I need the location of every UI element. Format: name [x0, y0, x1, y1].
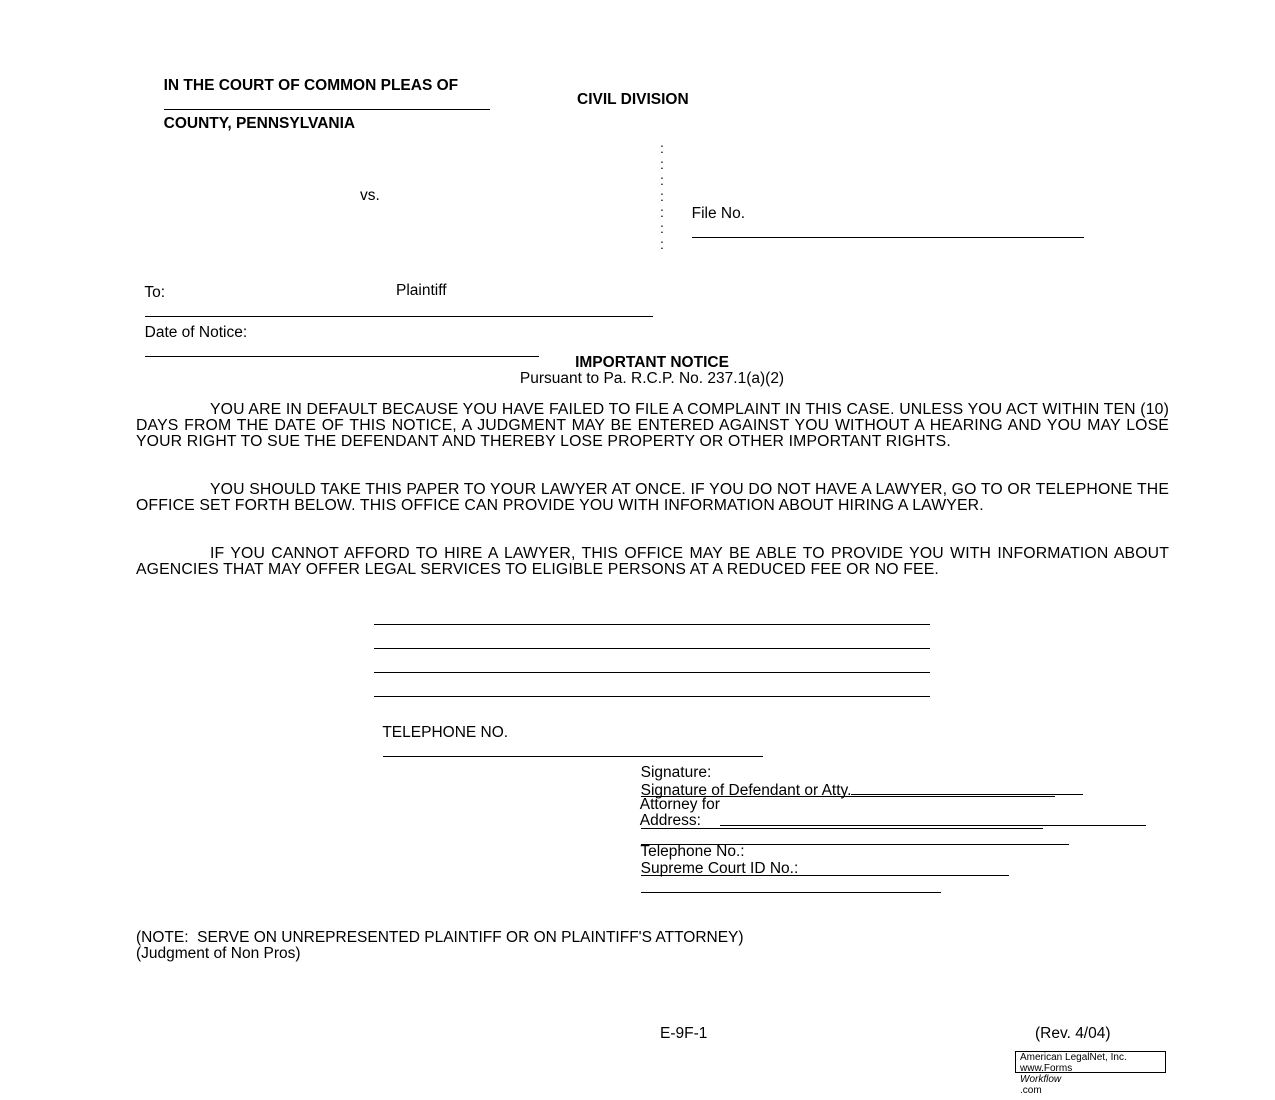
service-note: (NOTE: SERVE ON UNREPRESENTED PLAINTIFF OR ON PLAINTIFF'S ATTORNEY) — [136, 929, 744, 946]
file-no-label: File No. — [691, 205, 746, 222]
signature-label: Signature: — [640, 764, 712, 781]
address-label: Address: — [639, 812, 701, 829]
to-label: To: — [144, 284, 166, 301]
court-header — [155, 59, 490, 133]
court-suffix: COUNTY, PENNSYLVANIA — [163, 115, 356, 132]
office-telephone-label: TELEPHONE NO. — [382, 724, 509, 741]
revision-date: (Rev. 4/04) — [1035, 1025, 1111, 1042]
caption-colon-divider: : : : : : : : — [660, 140, 664, 252]
file-number-row — [683, 187, 1084, 243]
publisher-name: American LegalNet, Inc. — [1020, 1052, 1127, 1063]
notice-paragraph-default: YOU ARE IN DEFAULT BECAUSE YOU HAVE FAILED TO FILE A COMPLAINT IN THIS CASE. UNLESS YOU ACT WITHIN TEN (10) DAYS FROM THE DATE OF THIS NOTICE, A JUDGMENT MAY BE ENTERED AGAINST YOU WITHOUT A HEARING AND YOU MAY LOSE YOUR RIGHT TO SUE THE DEFENDANT AND THEREBY LOSE PROPERTY OR OTHER IMPORTANT RIGHTS. — [136, 401, 1169, 450]
division-title: CIVIL DIVISION — [577, 91, 689, 108]
office-address-line[interactable] — [374, 648, 930, 649]
versus-label: vs. — [360, 187, 380, 204]
county-blank[interactable] — [164, 95, 490, 110]
court-prefix: IN THE COURT OF COMMON PLEAS OF — [163, 77, 459, 94]
publisher-url: www.Forms Workflow .com — [1020, 1063, 1073, 1096]
form-number: E-9F-1 — [660, 1025, 708, 1042]
notice-subtitle: Pursuant to Pa. R.C.P. No. 237.1(a)(2) — [519, 370, 785, 387]
date-of-notice-label: Date of Notice: — [144, 324, 248, 341]
office-address-line[interactable] — [374, 624, 930, 625]
notice-paragraph-afford: IF YOU CANNOT AFFORD TO HIRE A LAWYER, THIS OFFICE MAY BE ABLE TO PROVIDE YOU WITH INFORMATION ABOUT AGENCIES THAT MAY OFFER LEGAL SERVICES TO ELIGIBLE PERSONS AT A REDUCED FEE OR NO FEE. — [136, 545, 1169, 578]
supreme-court-id-blank[interactable] — [641, 878, 941, 893]
supreme-court-id-label: Supreme Court ID No.: — [640, 860, 799, 877]
signature-of-defendant-label: Signature of Defendant or Atty. — [640, 782, 852, 799]
telephone-label: Telephone No.: — [640, 843, 745, 860]
publisher-badge[interactable] — [1015, 1051, 1166, 1096]
file-no-blank[interactable] — [692, 223, 1084, 238]
notice-paragraph-lawyer: YOU SHOULD TAKE THIS PAPER TO YOUR LAWYER AT ONCE. IF YOU DO NOT HAVE A LAWYER, GO TO OR TELEPHONE THE OFFICE SET FORTH BELOW. THIS OFFICE CAN PROVIDE YOU WITH INFORMATION ABOUT HIRING A LAWYER. — [136, 481, 1169, 514]
judgment-type-note: (Judgment of Non Pros) — [136, 945, 301, 962]
office-address-line[interactable] — [374, 672, 930, 673]
supreme-court-id-row — [632, 842, 941, 898]
notice-title: IMPORTANT NOTICE — [575, 354, 729, 371]
office-address-line[interactable] — [374, 696, 930, 697]
attorney-for-label: Attorney for — [639, 796, 720, 813]
plaintiff-label: Plaintiff — [396, 282, 447, 299]
